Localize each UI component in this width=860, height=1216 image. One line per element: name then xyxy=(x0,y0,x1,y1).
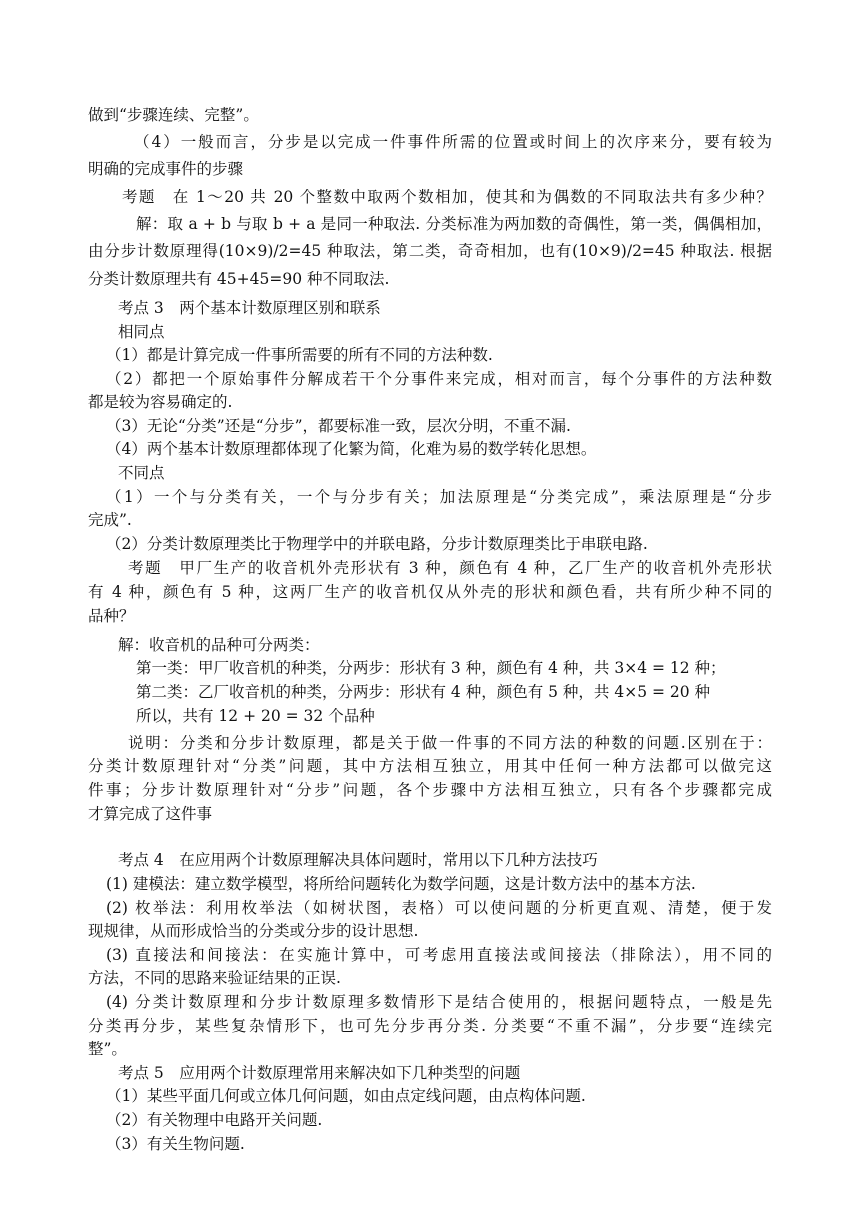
text-line: 现规律，从而形成恰当的分类或分步的设计思想. xyxy=(88,922,419,940)
text-line: (1) 建模法：建立数学模型，将所给问题转化为数学问题，这是计数方法中的基本方法. xyxy=(106,875,696,893)
solution-line: 由分步计数原理得(10×9)/2=45 种取法，第二类，奇奇相加，也有(10×9)/2=45 种取法. 根据 xyxy=(88,242,772,260)
text-line: （1）一个与分类有关，一个与分步有关；加法原理是“分类完成”，乘法原理是“分步 xyxy=(106,488,772,506)
text-line: （4）一般而言，分步是以完成一件事件所需的位置或时间上的次序来分，要有较为 xyxy=(134,133,772,151)
text-line: （4）两个基本计数原理都体现了化繁为简，化难为易的数学转化思想。 xyxy=(106,440,597,458)
solution-line: 解：收音机的品种可分两类： xyxy=(118,636,320,654)
text-line: （2）分类计数原理类比于物理学中的并联电路，分步计数原理类比于串联电路. xyxy=(106,535,648,553)
note-line: 分类计数原理针对“分类”问题，其中方法相互独立，用其中任何一种方法都可以做完这 xyxy=(88,757,772,775)
note-line: 件事；分步计数原理针对“分步”问题，各个步骤中方法相互独立，只有各个步骤都完成 xyxy=(88,781,772,799)
text-line: （2）都把一个原始事件分解成若干个分事件来完成，相对而言，每个分事件的方法种数 xyxy=(106,370,772,388)
text-line: （1）都是计算完成一件事所需要的所有不同的方法种数. xyxy=(106,346,493,364)
text-line: (2) 枚举法：利用枚举法（如树状图，表格）可以使问题的分析更直观、清楚，便于发 xyxy=(106,899,772,917)
text-line: (4) 分类计数原理和分步计数原理多数情形下是结合使用的，根据问题特点，一般是先 xyxy=(106,993,772,1011)
question-line: 品种？ xyxy=(88,607,135,625)
question-line: 考题 在 1～20 共 20 个整数中取两个数相加，使其和为偶数的不同取法共有多少种？ xyxy=(122,188,772,206)
subheading: 不同点 xyxy=(118,464,165,482)
section-heading: 考点 3 两个基本计数原理区别和联系 xyxy=(118,299,381,317)
text-line: (3) 直接法和间接法：在实施计算中，可考虑用直接法或间接法（排除法），用不同的 xyxy=(106,946,772,964)
text-line: 做到“步骤连续、完整”。 xyxy=(88,106,259,124)
text-line: 方法，不同的思路来验证结果的正误. xyxy=(88,969,341,987)
section-heading: 考点 4 在应用两个计数原理解决具体问题时，常用以下几种方法技巧 xyxy=(118,851,598,869)
text-line: 明确的完成事件的步骤 xyxy=(88,160,244,178)
note-line: 说明：分类和分步计数原理，都是关于做一件事的不同方法的种数的问题.区别在于： xyxy=(128,734,772,752)
solution-line: 解：取 a + b 与取 b + a 是同一种取法. 分类标准为两加数的奇偶性，第一类，偶偶相加， xyxy=(136,215,772,233)
section-heading: 考点 5 应用两个计数原理常用来解决如下几种类型的问题 xyxy=(118,1064,521,1082)
text-line: （3）有关生物问题. xyxy=(106,1135,245,1153)
note-line: 才算完成了这件事 xyxy=(88,805,213,823)
subheading: 相同点 xyxy=(118,323,165,341)
solution-line: 第二类：乙厂收音机的种类，分两步：形状有 4 种，颜色有 5 种，共 4×5 = 20 种 xyxy=(136,683,711,701)
question-line: 有 4 种，颜色有 5 种，这两厂生产的收音机仅从外壳的形状和颜色看，共有所少种不同的 xyxy=(88,583,772,601)
solution-line: 分类计数原理共有 45+45=90 种不同取法. xyxy=(88,270,390,288)
text-line: （3）无论“分类”还是“分步”，都要标准一致，层次分明，不重不漏. xyxy=(106,417,571,435)
text-line: 都是较为容易确定的. xyxy=(88,393,233,411)
text-line: （2）有关物理中电路开关问题. xyxy=(106,1111,323,1129)
text-line: 整”。 xyxy=(88,1040,127,1058)
text-line: 完成”. xyxy=(88,511,132,529)
text-line: 分类再分步，某些复杂情形下，也可先分步再分类. 分类要“不重不漏”，分步要“连续完 xyxy=(88,1017,772,1035)
solution-line: 所以，共有 12 + 20 = 32 个品种 xyxy=(136,707,375,725)
text-line: （1）某些平面几何或立体几何问题，如由点定线问题，由点构体问题. xyxy=(106,1087,586,1105)
solution-line: 第一类：甲厂收音机的种类，分两步：形状有 3 种，颜色有 4 种，共 3×4 = 12 种； xyxy=(136,659,726,677)
question-line: 考题 甲厂生产的收音机外壳形状有 3 种，颜色有 4 种，乙厂生产的收音机外壳形状 xyxy=(128,559,772,577)
